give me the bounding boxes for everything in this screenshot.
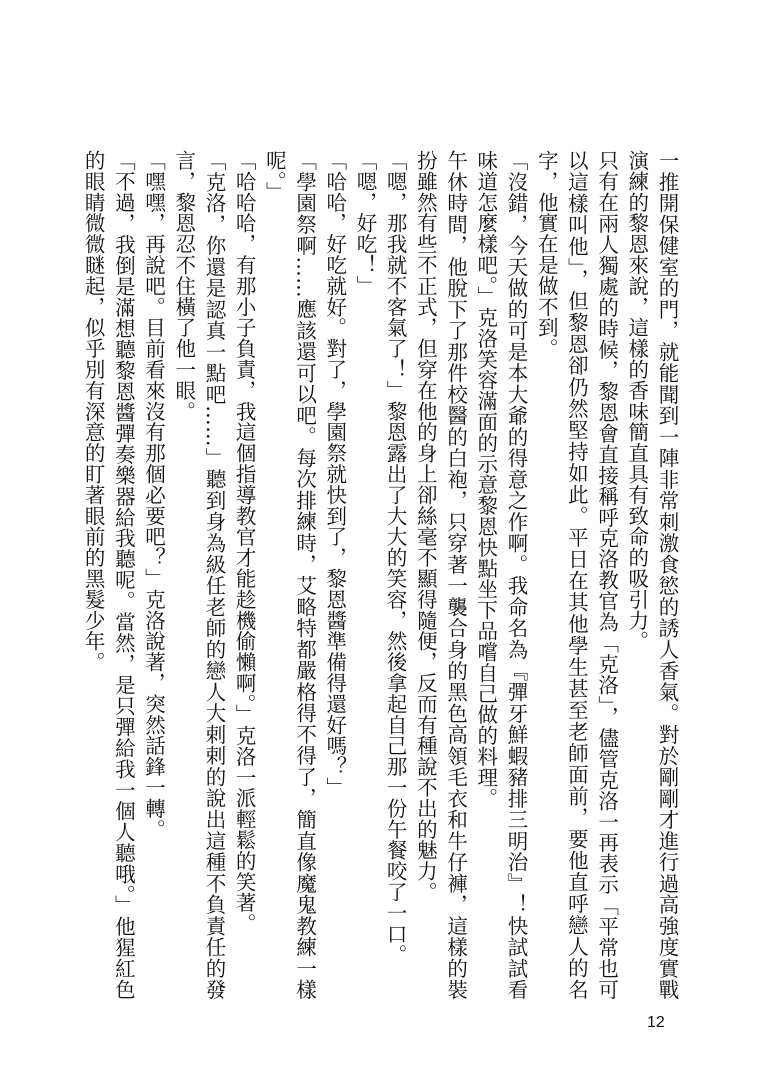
- paragraph-5: 「嗯，那我就不客氣了！」黎恩露出了大大的笑容，然後拿起自己那一份午餐咬了一口。: [383, 150, 408, 966]
- paragraph-12: 「不過，我倒是滿想聽黎恩醬彈奏樂器給我聽呢。當然，是只彈給我一個人聽哦。」他猩紅色的眼睛微微瞇起，似乎別有深意的盯著眼前的黑髮少年。: [81, 150, 136, 1000]
- paragraph-6: 「嗯，好吃！」: [352, 150, 377, 297]
- page-number: 12: [647, 1014, 665, 1031]
- paragraph-2: 只有在兩人獨處的時候，黎恩會直接稱呼克洛教官為「克洛」，儘管克洛一再表示「平常也可以這樣叫他」，但黎恩卻仍然堅持如此。平日在其他學生甚至老師面前，要他直呼戀人的名字，他實在是做不到。: [534, 150, 619, 1000]
- paragraph-1: 一推開保健室的門，就能聞到一陣非常刺激食慾的誘人香氣。對於剛剛才進行過高強度實戰演練的黎恩來說，這樣的香味簡直具有致命的吸引力。: [624, 150, 679, 1000]
- paragraph-3: 「沒錯，今天做的可是本大爺的得意之作啊。我命名為『彈牙鮮蝦豬排三明治』！快試試看味道怎麼樣吧。」克洛笑容滿面的示意黎恩快點坐下品嚐自己做的料理。: [473, 150, 528, 1000]
- vertical-text-body: [82, 150, 682, 1000]
- paragraph-7: 「哈哈，好吃就好。對了，學園祭就快到了，黎恩醬準備得還好嗎？」: [322, 150, 347, 798]
- paragraph-8: 「學園祭啊……應該還可以吧。每次排練時，艾略特都嚴格得不得了，簡直像魔鬼教練一樣呢。」: [262, 150, 317, 1000]
- paragraph-10: 「克洛，你還是認真一點吧……」聽到身為級任老師的戀人大剌剌的說出這種不負責任的發言，黎恩忍不住橫了他一眼。: [171, 150, 226, 1000]
- paragraph-11: 「嘿嘿，再說吧。目前看來沒有那個必要吧？」克洛說著，突然話鋒一轉。: [141, 150, 166, 840]
- paragraph-9: 「哈哈哈，有那小子負責，我這個指導教官才能趁機偷懶啊。」克洛一派輕鬆的笑著。: [232, 150, 257, 934]
- paragraph-4: 午休時間，他脫下了那件校醫的白袍，只穿著一襲合身的黑色高領毛衣和牛仔褲，這樣的裝扮雖然有些不正式，但穿在他的身上卻絲毫不顯得隨便，反而有種說不出的魅力。: [413, 150, 468, 1000]
